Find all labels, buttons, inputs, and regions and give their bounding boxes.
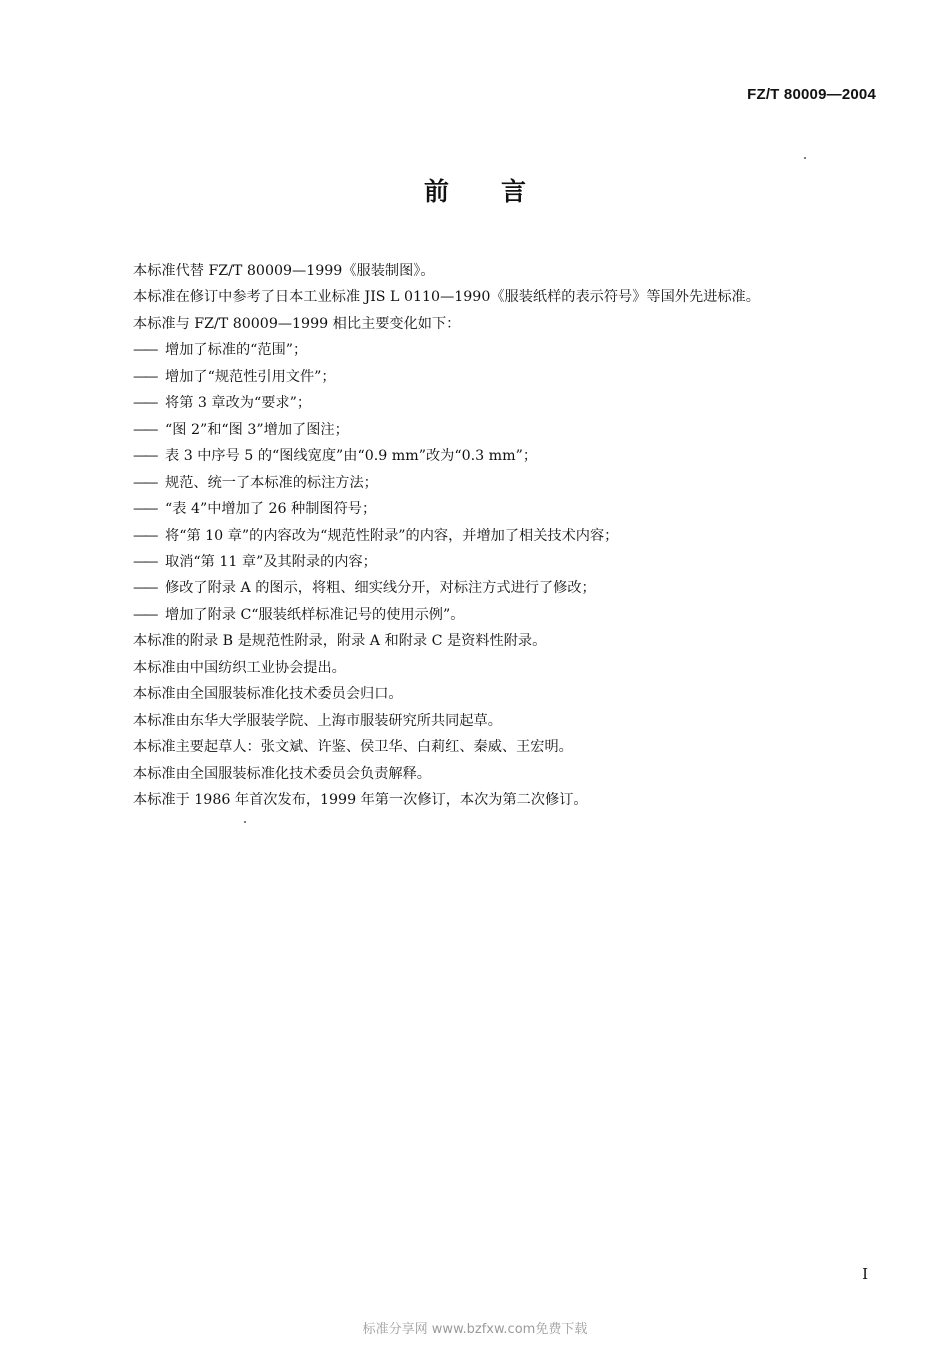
paragraph: 本标准于 1986 年首次发布，1999 年第一次修订，本次为第二次修订。: [133, 792, 588, 809]
list-dash: ——: [133, 527, 156, 544]
list-dash: ——: [133, 606, 156, 623]
paragraph: 本标准在修订中参考了日本工业标准 JIS L 0110—1990《服装纸样的表示符号》等国外先进标准。: [133, 289, 760, 306]
change-list-item: [133, 337, 893, 363]
change-list-item: [133, 496, 893, 522]
list-dash: ——: [133, 421, 156, 438]
list-item-text: 规范、统一了本标准的标注方法；: [165, 474, 378, 491]
list-dash: ——: [133, 368, 156, 385]
list-item-text: 将第 3 章改为“要求”；: [165, 395, 312, 412]
list-dash: ——: [133, 395, 156, 412]
paragraph: 本标准代替 FZ/T 80009—1999《服装制图》。: [133, 263, 435, 279]
paragraph: 本标准由全国服装标准化技术委员会归口。: [133, 686, 403, 703]
scan-speck: [244, 821, 246, 823]
list-item-text: “图 2”和“图 3”增加了图注；: [165, 421, 349, 438]
list-dash: ——: [133, 448, 156, 465]
list-item-text: 表 3 中序号 5 的“图线宽度”由“0.9 mm”改为“0.3 mm”；: [165, 448, 538, 465]
change-list-item: [133, 470, 893, 496]
paragraph: 本标准主要起草人：张文斌、许鉴、侯卫华、白莉红、秦威、王宏明。: [133, 739, 573, 756]
change-list-item: [133, 575, 893, 601]
list-item-text: 将“第 10 章”的内容改为“规范性附录”的内容，并增加了相关技术内容；: [165, 527, 619, 544]
foreword-body: [133, 258, 893, 814]
watermark: 标准分享网 www.bzfxw.com免费下载: [362, 1322, 588, 1337]
paragraph: 本标准由中国纺织工业协会提出。: [133, 659, 346, 676]
list-item-text: “表 4”中增加了 26 种制图符号；: [165, 501, 377, 518]
list-item-text: 增加了附录 C“服装纸样标准记号的使用示例”。: [165, 606, 465, 623]
standard-code: FZ/T 80009—2004: [747, 86, 876, 103]
change-list-item: [133, 364, 893, 390]
paragraph: 本标准与 FZ/T 80009—1999 相比主要变化如下：: [133, 315, 461, 332]
change-list-item: [133, 549, 893, 575]
list-dash: ——: [133, 553, 156, 570]
scan-speck: [804, 157, 806, 159]
list-item-text: 修改了附录 A 的图示，将粗、细实线分开，对标注方式进行了修改；: [165, 580, 596, 597]
list-dash: ——: [133, 580, 156, 597]
change-list-item: [133, 390, 893, 416]
list-item-text: 取消“第 11 章”及其附录的内容；: [165, 553, 377, 570]
list-dash: ——: [133, 474, 156, 491]
paragraph: 本标准由东华大学服装学院、上海市服装研究所共同起草。: [133, 712, 502, 729]
change-list-item: [133, 443, 893, 469]
change-list-item: [133, 417, 893, 443]
list-item-text: 增加了“规范性引用文件”；: [165, 368, 336, 385]
list-dash: ——: [133, 501, 156, 518]
list-dash: ——: [133, 342, 156, 359]
page-number: I: [862, 1265, 868, 1283]
change-list-item: [133, 523, 893, 549]
title-char-1: 前: [423, 177, 449, 206]
paragraph: 本标准由全国服装标准化技术委员会负责解释。: [133, 765, 431, 782]
change-list-item: [133, 602, 893, 628]
page-title: [0, 172, 950, 208]
title-char-2: 言: [501, 177, 527, 206]
paragraph: 本标准的附录 B 是规范性附录，附录 A 和附录 C 是资料性附录。: [133, 633, 547, 650]
list-item-text: 增加了标准的“范围”；: [165, 342, 308, 359]
